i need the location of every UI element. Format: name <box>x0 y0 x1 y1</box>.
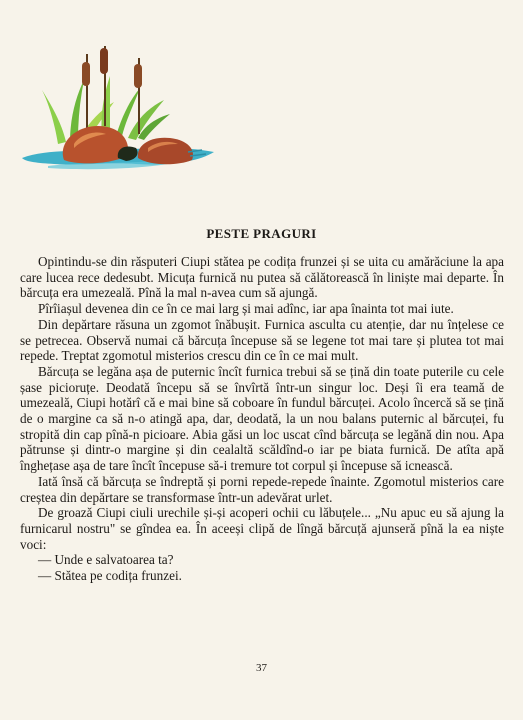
paragraph: De groază Ciupi ciuli urechile și-și acoperi ochii cu lăbuțele... „Nu apuc eu să ajung la furnicarul nostru" se gîndea ea. În aceeși clipă de lîngă bărcuță ajunseră pînă la ea niște voci: <box>20 505 504 552</box>
chapter-title: PESTE PRAGURI <box>206 226 317 241</box>
paragraph: Iată însă că bărcuța se îndreptă și porni repede-repede înainte. Zgomotul misterios care creștea din depărtare se transformase într-un adevărat urlet. <box>20 473 504 505</box>
paragraph: Bărcuța se legăna așa de puternic încît furnica trebui să se țină din toate puterile cu cele șase picioruțe. Deodată începu să se învîrtă într-un singur loc. Deși îi era teamă de umezeală, Ciupi hotărî că e mai bine să coboare în fundul bărcuței. Acolo încercă să se țină de o margine ca să n-o atingă apa, dar, deodată, la un nou balans puternic al bărcuței, fu stropită din cap pînă-n picioare. Abia găsi un loc uscat cînd bărcuța se legănă din nou. Apa pătrunse și dintr-o margine și din cealaltă scăldînd-o iar pe biata furnică. De atîta apă înghețase așa de tare încît începuse să-i tremure tot corpul și începuse să icnească. <box>20 363 504 474</box>
dialog-line: — Unde e salvatoarea ta? <box>38 552 174 568</box>
dialog-line: — Stătea pe codița frunzei. <box>38 568 182 584</box>
paragraph: Opintindu-se din răsputeri Ciupi stătea pe codița frunzei și se uita cu amărăciune la apa care lucea rece dedesubt. Micuța furnică nu putea să călătorească în liniște mai departe. În bărcuța era umezeală. Pînă la mal n-avea cum să ajungă. <box>20 254 504 301</box>
story-body <box>20 254 504 584</box>
reeds-illustration <box>18 40 218 180</box>
page-number: 37 <box>256 662 267 674</box>
paragraph: Pîrîiașul devenea din ce în ce mai larg și mai adînc, iar apa înainta tot mai iute. <box>38 301 454 317</box>
paragraph: Din depărtare răsuna un zgomot înăbușit. Furnica asculta cu atenție, dar nu înțelese ce se petrecea. Observă numai că bărcuța începuse să se legene tot mai tare și plutea tot mai repede. Treptat zgomotul misterios crescu din ce în ce mai mult. <box>20 316 504 364</box>
